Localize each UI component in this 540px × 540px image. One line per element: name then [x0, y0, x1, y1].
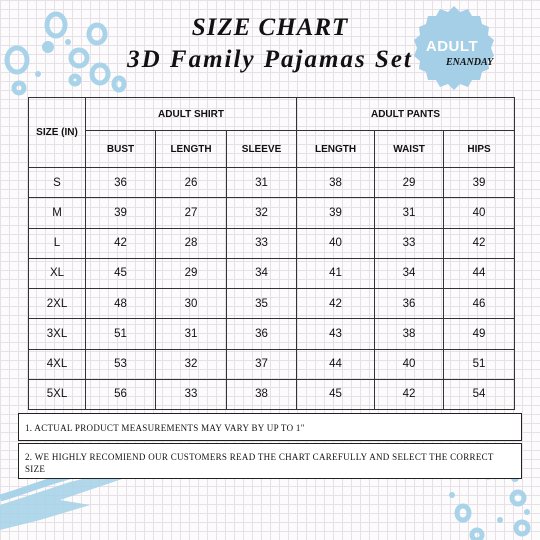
note-measurement: 1. ACTUAL PRODUCT MEASUREMENTS MAY VARY BY UP TO 1" [18, 413, 522, 441]
measurement-cell: 42 [375, 379, 444, 409]
measurement-cell: 31 [156, 319, 227, 349]
measurement-cell: 32 [227, 198, 297, 228]
measurement-cell: 30 [156, 289, 227, 319]
measurement-cell: 36 [86, 168, 156, 198]
size-chart-table [28, 97, 515, 410]
page-title: SIZE CHART [191, 14, 349, 41]
measurement-cell: 45 [297, 379, 375, 409]
measurement-cell: 33 [156, 379, 227, 409]
adult-pants-header: ADULT PANTS [297, 98, 515, 131]
measurement-cell: 40 [297, 228, 375, 258]
column-header: SLEEVE [227, 131, 297, 168]
measurement-cell: 32 [156, 349, 227, 379]
badge-label: ADULT [425, 38, 479, 55]
measurement-cell: 39 [444, 168, 515, 198]
measurement-cell: 48 [86, 289, 156, 319]
column-header: HIPS [444, 131, 515, 168]
size-cell: XL [29, 258, 86, 288]
size-column-header: SIZE (IN) [29, 98, 86, 168]
measurement-cell: 51 [86, 319, 156, 349]
measurement-cell: 53 [86, 349, 156, 379]
table-row [29, 228, 515, 258]
measurement-cell: 46 [444, 289, 515, 319]
size-cell: S [29, 168, 86, 198]
measurement-cell: 31 [375, 198, 444, 228]
adult-shirt-header: ADULT SHIRT [86, 98, 297, 131]
size-cell: 2XL [29, 289, 86, 319]
column-header: LENGTH [156, 131, 227, 168]
note-recommendation: 2. WE HIGHLY RECOMIEND OUR CUSTOMERS READ THE CHART CAREFULLY AND SELECT THE CORRECT SIZE [18, 443, 522, 479]
column-header: BUST [86, 131, 156, 168]
measurement-cell: 31 [227, 168, 297, 198]
measurement-cell: 38 [297, 168, 375, 198]
table-row [29, 168, 515, 198]
table-row [29, 258, 515, 288]
size-cell: 5XL [29, 379, 86, 409]
measurement-cell: 54 [444, 379, 515, 409]
measurement-cell: 39 [297, 198, 375, 228]
measurement-cell: 39 [86, 198, 156, 228]
measurement-cell: 42 [444, 228, 515, 258]
measurement-cell: 29 [375, 168, 444, 198]
size-cell: 4XL [29, 349, 86, 379]
measurement-cell: 56 [86, 379, 156, 409]
measurement-cell: 26 [156, 168, 227, 198]
measurement-cell: 43 [297, 319, 375, 349]
measurement-cell: 38 [227, 379, 297, 409]
size-cell: L [29, 228, 86, 258]
size-cell: 3XL [29, 319, 86, 349]
measurement-cell: 44 [297, 349, 375, 379]
table-row [29, 379, 515, 409]
measurement-cell: 44 [444, 258, 515, 288]
size-cell: M [29, 198, 86, 228]
measurement-cell: 36 [227, 319, 297, 349]
table-row [29, 289, 515, 319]
measurement-cell: 27 [156, 198, 227, 228]
measurement-cell: 42 [297, 289, 375, 319]
measurement-cell: 41 [297, 258, 375, 288]
measurement-cell: 38 [375, 319, 444, 349]
table-row [29, 319, 515, 349]
brand-logo: ENANDAY [446, 57, 494, 68]
table-row [29, 349, 515, 379]
measurement-cell: 33 [227, 228, 297, 258]
measurement-cell: 40 [375, 349, 444, 379]
measurement-cell: 28 [156, 228, 227, 258]
notes-section [18, 413, 522, 479]
column-header: LENGTH [297, 131, 375, 168]
measurement-cell: 34 [375, 258, 444, 288]
measurement-cell: 42 [86, 228, 156, 258]
measurement-cell: 35 [227, 289, 297, 319]
measurement-cell: 37 [227, 349, 297, 379]
measurement-cell: 34 [227, 258, 297, 288]
measurement-cell: 40 [444, 198, 515, 228]
measurement-cell: 33 [375, 228, 444, 258]
measurement-cell: 36 [375, 289, 444, 319]
measurement-cell: 29 [156, 258, 227, 288]
page-subtitle: 3D Family Pajamas Set [127, 46, 413, 73]
measurement-cell: 45 [86, 258, 156, 288]
column-header: WAIST [375, 131, 444, 168]
table-row [29, 198, 515, 228]
measurement-cell: 49 [444, 319, 515, 349]
measurement-cell: 51 [444, 349, 515, 379]
